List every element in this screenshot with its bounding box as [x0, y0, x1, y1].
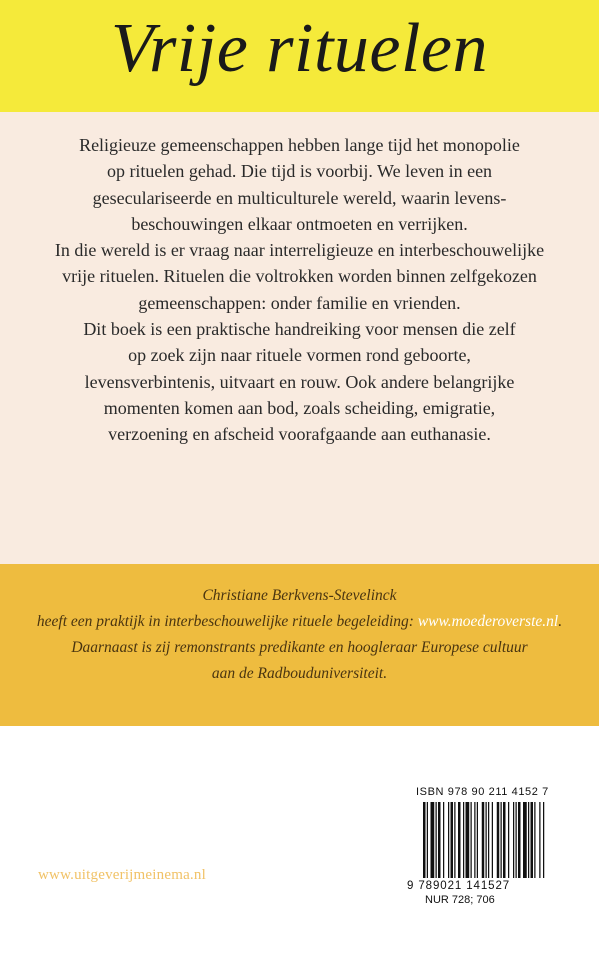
description-line: Religieuze gemeenschappen hebben lange tijd het monopolie	[79, 135, 520, 155]
isbn-label: ISBN 978 90 211 4152 7	[416, 786, 549, 798]
barcode-bar	[448, 802, 449, 878]
barcode-bar	[474, 802, 475, 878]
author-practice-text: heeft een praktijk in interbeschouwelijke rituele begeleiding:	[36, 613, 418, 630]
author-university-line: aan de Radbouduniversiteit.	[211, 665, 388, 682]
barcode-bar	[471, 802, 472, 878]
description-line: gemeenschappen: onder familie en vrienden.	[138, 292, 461, 313]
barcode-bar	[466, 802, 470, 878]
barcode-bar	[451, 802, 454, 878]
barcode-bar	[463, 802, 464, 878]
description-line: op zoek zijn naar rituele vormen rond geboorte,	[128, 345, 471, 366]
barcode-bar	[508, 802, 509, 878]
barcode-bar	[486, 802, 487, 878]
description-line: verzoening en afscheid voorafgaande aan euthanasie.	[108, 424, 491, 445]
ean-barcode	[422, 802, 586, 878]
author-info	[0, 583, 599, 687]
barcode-bar	[482, 802, 485, 878]
author-role-line: Daarnaast is zij remonstrants predikante en hoogleraar Europese cultuur	[71, 639, 528, 656]
author-practice-line	[0, 609, 599, 635]
barcode-bar	[454, 802, 455, 878]
barcode-bar	[518, 802, 521, 878]
author-practice-suffix: .	[558, 613, 563, 630]
description-line: op rituelen gehad. Die tijd is voorbij. We leven in een	[106, 161, 493, 182]
author-name: Christiane Berkvens-Stevelinck	[202, 587, 397, 604]
barcode-bar	[458, 802, 461, 878]
author-website-link[interactable]: www.moederoverste.nl	[417, 613, 559, 630]
barcode-bar	[488, 802, 489, 878]
nur-code: NUR 728; 706	[425, 894, 495, 906]
publisher-website[interactable]: www.uitgeverijmeinema.nl	[38, 867, 206, 883]
description-line: momenten komen aan bod, zoals scheiding, emigratie,	[103, 397, 496, 418]
barcode-bar	[431, 802, 435, 878]
barcode-bar	[443, 802, 444, 878]
barcode-bar	[477, 802, 478, 878]
description-line: In die wereld is er vraag naar interreligieuze en interbeschouwelijke	[54, 240, 545, 261]
description-line: Dit boek is een praktische handreiking voor mensen die zelf	[83, 319, 516, 340]
barcode-bar	[497, 802, 500, 878]
barcode-bar	[438, 802, 441, 878]
barcode-bar	[503, 802, 506, 878]
barcode-bar	[423, 802, 426, 878]
barcode-bar	[501, 802, 502, 878]
book-title: Vrije rituelen	[111, 10, 488, 87]
description-line: geseculariseerde en multiculturele wereld, waarin levens-	[92, 187, 507, 208]
barcode-bar	[543, 802, 544, 878]
barcode-bar	[427, 802, 428, 878]
barcode-digits: 9 789021 141527	[407, 880, 511, 892]
barcode-bar	[492, 802, 493, 878]
barcode-bar	[523, 802, 527, 878]
barcode-bar	[516, 802, 517, 878]
barcode-bar	[528, 802, 529, 878]
barcode-bar	[534, 802, 535, 878]
description-line: beschouwingen elkaar ontmoeten en verrijken.	[131, 213, 468, 234]
barcode-bar	[513, 802, 514, 878]
barcode-bar	[539, 802, 540, 878]
description-line: levensverbintenis, uitvaart en rouw. Ook andere belangrijke	[84, 371, 515, 392]
book-description	[0, 132, 599, 448]
description-line: vrije rituelen. Rituelen die voltrokken worden binnen zelfgekozen	[62, 266, 537, 287]
barcode-bar	[436, 802, 437, 878]
barcode-bar	[531, 802, 534, 878]
